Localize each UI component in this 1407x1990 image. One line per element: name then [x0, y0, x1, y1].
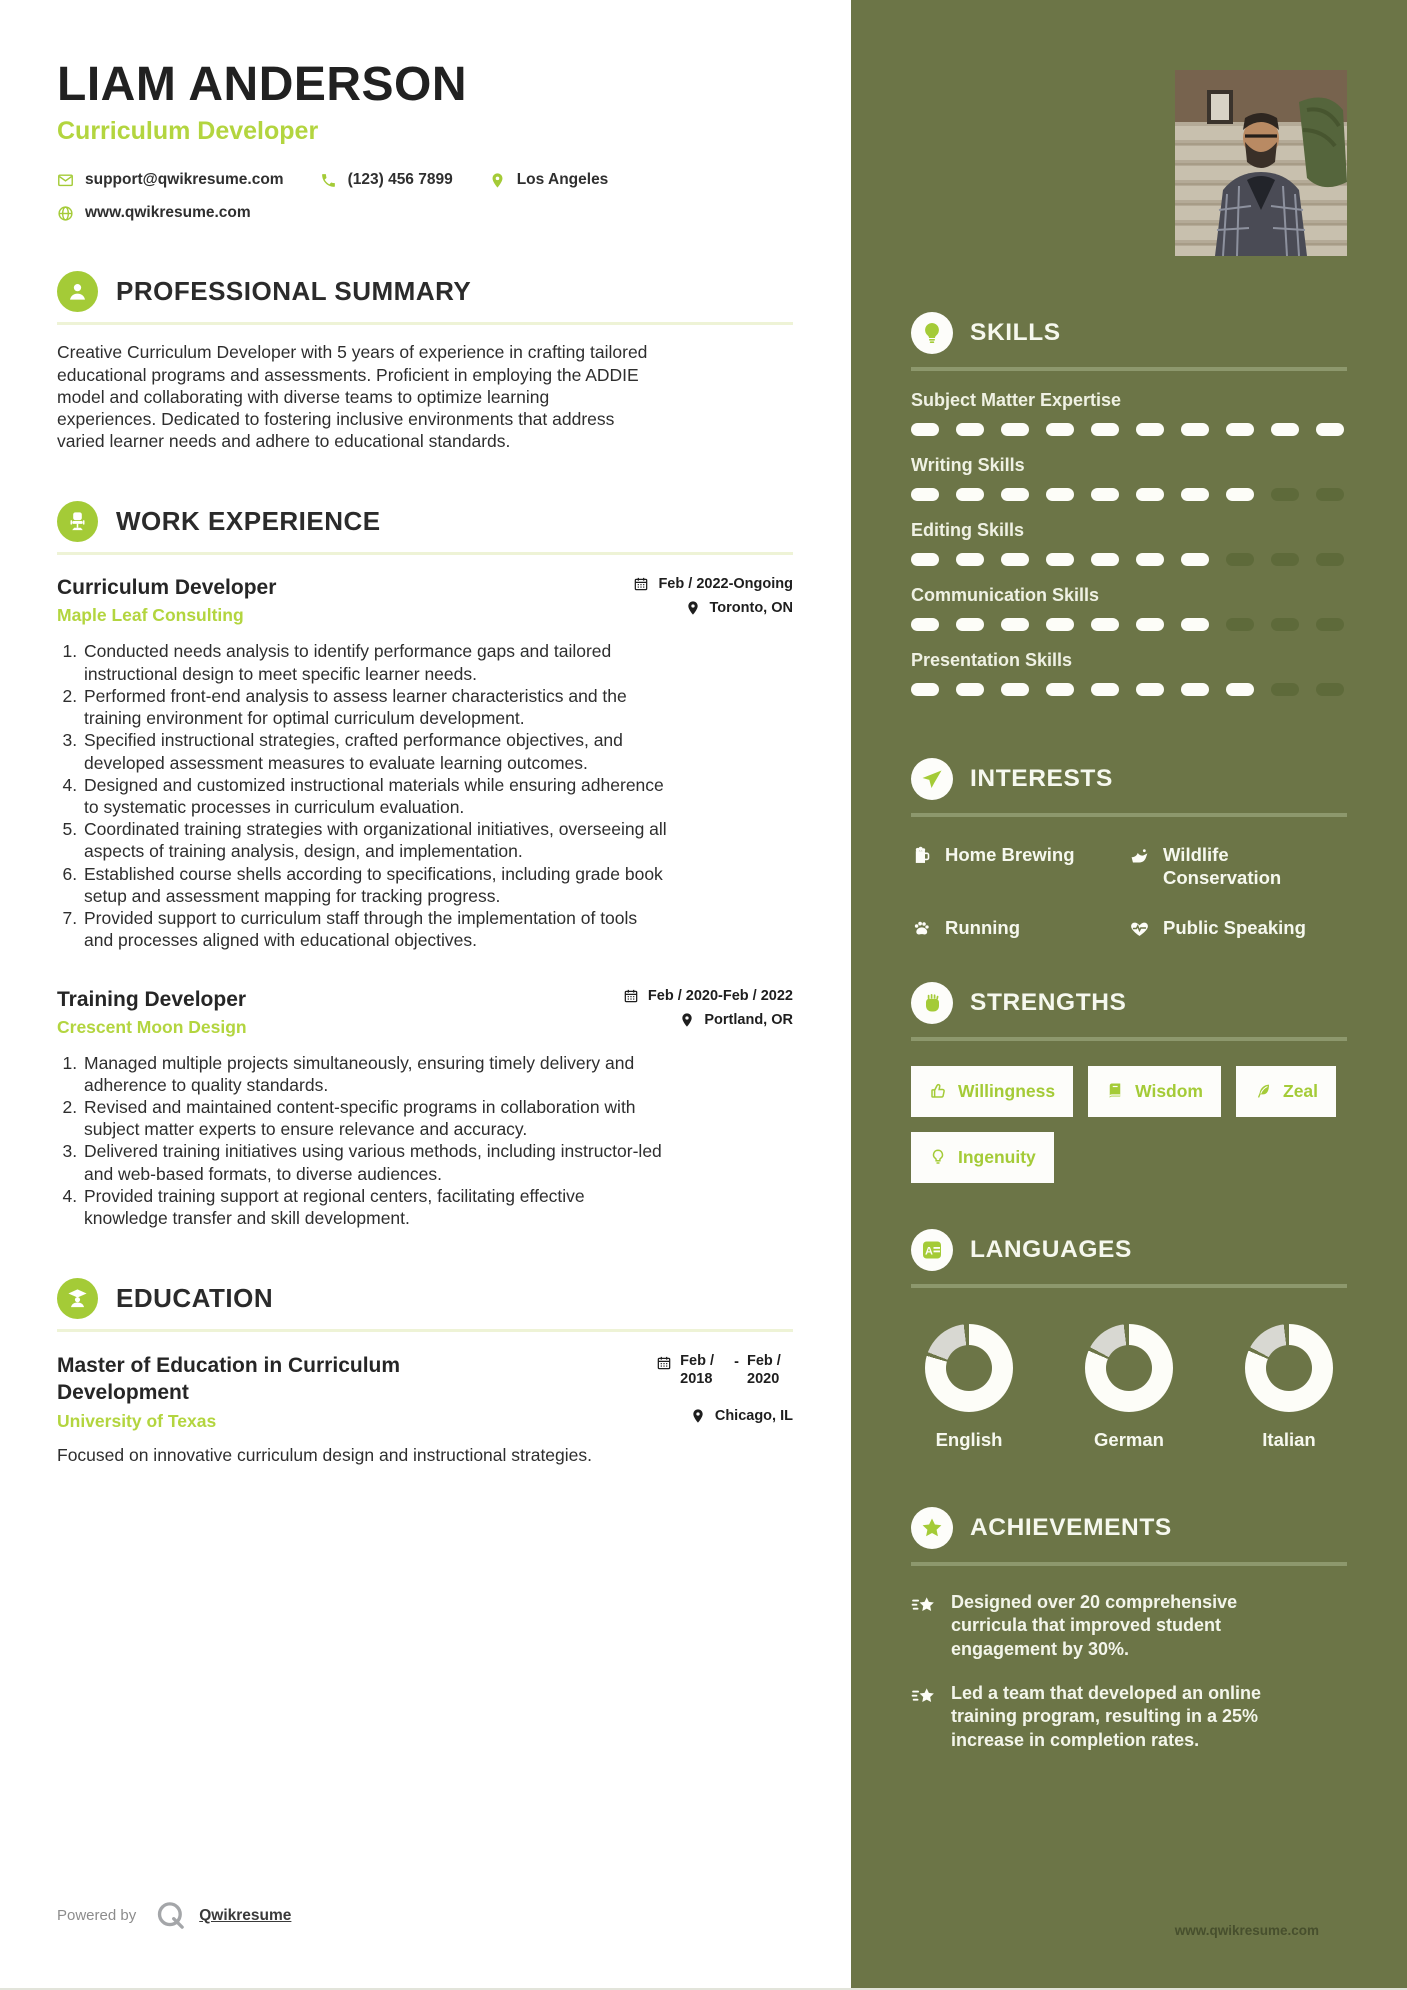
person-name: LIAM ANDERSON	[57, 58, 468, 111]
envelope-icon	[57, 172, 74, 189]
skill-label: Writing Skills	[911, 455, 1025, 475]
skill-segment	[911, 423, 939, 436]
phone-icon	[320, 172, 337, 189]
section-languages	[911, 1229, 1347, 1451]
job-meta	[603, 988, 793, 1036]
strengths-title: STRENGTHS	[970, 988, 1127, 1016]
education-top	[57, 1353, 793, 1432]
skill-bar	[911, 423, 1347, 436]
fist-badge	[911, 982, 953, 1024]
section-education	[57, 1278, 793, 1466]
profile-photo-art	[1175, 70, 1347, 256]
strength-chip	[1236, 1066, 1336, 1117]
shooting-star-icon	[911, 1593, 937, 1619]
map-pin-icon	[690, 1408, 706, 1424]
paper-plane-icon	[920, 767, 944, 791]
skill-segment	[1046, 618, 1074, 631]
map-pin-icon	[679, 1012, 695, 1028]
achievements-list	[911, 1591, 1347, 1752]
section-summary	[57, 271, 793, 452]
skill-segment	[1316, 553, 1344, 566]
summary-header	[57, 271, 793, 312]
calendar-icon	[633, 576, 649, 592]
skill-segment	[1091, 553, 1119, 566]
language-label: German	[1094, 1428, 1164, 1450]
contact-phone	[320, 171, 453, 189]
interest-label: Public Speaking	[1163, 916, 1306, 938]
skill-segment	[956, 488, 984, 501]
skill-segment	[1001, 683, 1029, 696]
contact-website	[57, 204, 251, 222]
skill-segment	[1091, 423, 1119, 436]
powered-by-label: Powered by	[57, 1907, 137, 1924]
language-item	[1233, 1324, 1345, 1451]
skill-segment	[956, 683, 984, 696]
svg-text:A: A	[925, 1245, 933, 1258]
skill-bar	[911, 488, 1347, 501]
skill-segment	[1316, 618, 1344, 631]
experience-title: WORK EXPERIENCE	[116, 506, 381, 537]
job-dates-value: Feb / 2022-Ongoing	[658, 576, 793, 593]
skill-segment	[956, 553, 984, 566]
email-value: support@qwikresume.com	[85, 171, 284, 189]
divider	[911, 1284, 1347, 1288]
skill-segment	[1001, 618, 1029, 631]
job-dates-value: Feb / 2020-Feb / 2022	[647, 987, 793, 1004]
section-interests	[911, 758, 1347, 940]
job-company: Crescent Moon Design	[57, 1016, 247, 1037]
achievement-text: Designed over 20 comprehensive curricula that improved student engagement by 30%.	[951, 1591, 1238, 1659]
beer-icon	[911, 845, 932, 866]
skill-segment	[956, 423, 984, 436]
summary-text: Creative Curriculum Developer with 5 years of experience in crafting tailored educational programs and assessments. Proficient in employing the ADDIE model and collaborating with diverse teams to optimize learning experiences. Dedicated to fostering inclusive environments that address varied learner needs and adhere to educational standards.	[57, 342, 648, 452]
interest-item	[911, 844, 1129, 890]
skill-segment	[1136, 488, 1164, 501]
skill-segment	[1226, 553, 1254, 566]
divider	[911, 1037, 1347, 1041]
job-title: Curriculum Developer	[57, 576, 277, 600]
job-location-value: Portland, OR	[704, 1011, 793, 1028]
wildlife-icon	[1129, 845, 1150, 866]
job-company: Maple Leaf Consulting	[57, 605, 244, 626]
divider	[911, 367, 1347, 371]
interests-list	[911, 844, 1347, 940]
experience-bullet: 5. Coordinated training strategies with organizational initiatives, overseeing all aspects of training analysis, design, and implementation.	[82, 818, 669, 862]
job-location	[603, 1012, 793, 1028]
divider	[57, 1329, 793, 1332]
interest-item	[1129, 844, 1347, 890]
experience-bullet: 6. Established course shells according to specifications, including grade book setup and assessment mapping for tracking progress.	[82, 863, 669, 907]
skill-segment	[1181, 488, 1209, 501]
interest-label: Running	[945, 916, 1021, 938]
lightbulb-badge	[911, 312, 953, 354]
experience-bullet: 2. Performed front-end analysis to assess learner characteristics and the training environment for optimal curriculum development.	[82, 685, 669, 729]
strength-label: Willingness	[958, 1080, 1056, 1101]
skill-row	[911, 585, 1347, 631]
language-label: English	[935, 1428, 1003, 1450]
experience-bullet: 1. Conducted needs analysis to identify performance gaps and tailored instructional design to meet specific learner needs.	[82, 640, 669, 684]
experience-bullet: 3. Delivered training initiatives using various methods, including instructor-led and web-based formats, to diverse audiences.	[82, 1140, 669, 1184]
skill-segment	[1046, 683, 1074, 696]
school-name: University of Texas	[57, 1410, 217, 1431]
strength-chip	[911, 1066, 1073, 1117]
language-donut	[1245, 1324, 1333, 1412]
grad-icon	[66, 1287, 89, 1310]
skill-segment	[1271, 683, 1299, 696]
person-icon	[57, 271, 98, 312]
skill-segment	[1271, 488, 1299, 501]
job-meta	[603, 576, 793, 624]
skill-label: Presentation Skills	[911, 650, 1073, 670]
date-dash: -	[734, 1354, 739, 1371]
degree-title: Master of Education in Curriculum Development	[57, 1354, 401, 1404]
achievement-text: Led a team that developed an online training program, resulting in a 25% increase in completion rates.	[951, 1682, 1262, 1750]
education-entry	[57, 1353, 793, 1466]
sidebar-website: www.qwikresume.com	[1174, 1923, 1319, 1938]
skill-segment	[1181, 683, 1209, 696]
skill-segment	[1001, 553, 1029, 566]
education-date-end: Feb / 2020	[747, 1353, 781, 1387]
translate-icon	[920, 1238, 944, 1262]
skill-label: Communication Skills	[911, 585, 1100, 605]
interest-label: Home Brewing	[945, 844, 1075, 865]
experience-bullet: 3. Specified instructional strategies, crafted performance objectives, and developed assessment measures to evaluate learning outcomes.	[82, 729, 669, 773]
translate-badge	[911, 1229, 953, 1271]
interest-item	[1129, 917, 1347, 940]
interest-item	[911, 917, 1129, 940]
strength-chip	[1088, 1066, 1221, 1117]
education-header	[57, 1278, 793, 1319]
skill-label: Editing Skills	[911, 520, 1025, 540]
skill-label: Subject Matter Expertise	[911, 390, 1122, 410]
skill-segment	[1046, 488, 1074, 501]
calendar-icon	[656, 1355, 672, 1371]
education-meta	[603, 1353, 793, 1432]
section-experience	[57, 501, 793, 1229]
skill-segment	[1226, 488, 1254, 501]
section-strengths	[911, 982, 1347, 1183]
skill-segment	[911, 488, 939, 501]
feather-icon	[1254, 1082, 1272, 1100]
education-dates	[603, 1353, 793, 1388]
thumbs-up-icon	[929, 1082, 947, 1100]
job-title-block	[57, 576, 276, 626]
skill-segment	[1001, 423, 1029, 436]
languages-title: LANGUAGES	[970, 1235, 1132, 1263]
experience-bullet: 4. Designed and customized instructional materials while ensuring adherence to systematic processes in curriculum evaluation.	[82, 774, 669, 818]
job-title: Training Developer	[57, 987, 247, 1011]
skill-segment	[1271, 618, 1299, 631]
experience-bullet: 7. Provided support to curriculum staff through the implementation of tools and processes aligned with educational objectives.	[82, 907, 669, 951]
job-dates	[603, 576, 793, 592]
fist-icon	[920, 991, 944, 1015]
experience-bullet: 1. Managed multiple projects simultaneously, ensuring timely delivery and adherence to quality standards.	[82, 1052, 669, 1096]
languages-list	[911, 1324, 1347, 1451]
website-value: www.qwikresume.com	[85, 204, 251, 222]
phone-value: (123) 456 7899	[347, 171, 453, 189]
job-location	[603, 600, 793, 616]
strengths-header	[911, 982, 1347, 1024]
contact-email	[57, 171, 284, 189]
skill-row	[911, 455, 1347, 501]
lightbulb-icon	[920, 321, 944, 345]
pin-icon	[489, 172, 506, 189]
achievements-header	[911, 1507, 1347, 1549]
office-chair-icon	[57, 501, 98, 542]
skills-header	[911, 312, 1347, 354]
qwikresume-link[interactable]: Qwikresume	[199, 1906, 292, 1924]
strength-label: Ingenuity	[958, 1146, 1036, 1167]
achievement-item	[911, 1682, 1347, 1752]
skill-segment	[1181, 423, 1209, 436]
skill-segment	[911, 618, 939, 631]
map-pin-icon	[685, 600, 701, 616]
skill-segment	[911, 683, 939, 696]
skill-row	[911, 390, 1347, 436]
job-top	[57, 576, 793, 626]
interest-label: Wildlife Conservation	[1163, 844, 1282, 888]
profile-photo	[1175, 70, 1347, 256]
section-skills	[911, 312, 1347, 696]
strengths-list	[911, 1066, 1347, 1183]
skill-segment	[1091, 618, 1119, 631]
job-dates	[603, 988, 793, 1004]
skill-bar	[911, 618, 1347, 631]
job-location-value: Toronto, ON	[709, 600, 793, 617]
skill-row	[911, 650, 1347, 696]
language-item	[913, 1324, 1025, 1451]
skill-segment	[1316, 423, 1344, 436]
skill-segment	[1046, 423, 1074, 436]
skill-segment	[1316, 488, 1344, 501]
interests-title: INTERESTS	[970, 765, 1113, 792]
job-entry	[57, 988, 793, 1230]
language-item	[1073, 1324, 1185, 1451]
skill-segment	[1316, 683, 1344, 696]
skill-segment	[1001, 488, 1029, 501]
person-title: Curriculum Developer	[57, 117, 319, 146]
lightbulb-icon	[929, 1148, 947, 1166]
calendar-icon	[623, 988, 639, 1004]
divider	[57, 322, 793, 325]
experience-bullet: 2. Revised and maintained content-specific programs in collaboration with subject matter experts to ensure relevance and accuracy.	[82, 1096, 669, 1140]
skill-bar	[911, 553, 1347, 566]
sidebar	[851, 0, 1407, 1988]
chair-icon	[66, 510, 89, 533]
skill-row	[911, 520, 1347, 566]
skill-segment	[1181, 618, 1209, 631]
contact-location	[489, 171, 609, 189]
language-label: Italian	[1262, 1428, 1316, 1450]
location-value: Los Angeles	[516, 171, 609, 189]
skill-segment	[956, 618, 984, 631]
skill-segment	[1136, 423, 1164, 436]
book-icon	[1106, 1082, 1124, 1100]
education-location-value: Chicago, IL	[714, 1408, 793, 1425]
education-description: Focused on innovative curriculum design and instructional strategies.	[57, 1445, 593, 1466]
skill-segment	[1091, 488, 1119, 501]
language-donut	[1085, 1324, 1173, 1412]
skills-list	[911, 390, 1347, 696]
user-icon	[66, 280, 89, 303]
strength-label: Wisdom	[1135, 1080, 1203, 1101]
shooting-star-icon	[911, 1684, 937, 1710]
skill-segment	[911, 553, 939, 566]
summary-title: PROFESSIONAL SUMMARY	[116, 276, 472, 307]
graduate-icon	[57, 1278, 98, 1319]
job-top	[57, 988, 793, 1038]
experience-bullet: 4. Provided training support at regional centers, facilitating effective knowledge transfer and skill development.	[82, 1185, 669, 1229]
language-donut	[925, 1324, 1013, 1412]
skill-segment	[1271, 553, 1299, 566]
job-bullets	[57, 1052, 669, 1230]
paw-icon	[911, 918, 932, 939]
contact-row	[57, 171, 793, 189]
experience-header	[57, 501, 793, 542]
strength-chip	[911, 1132, 1054, 1183]
powered-by	[57, 1900, 291, 1931]
skill-segment	[1136, 683, 1164, 696]
education-title: EDUCATION	[116, 1283, 274, 1314]
job-entry	[57, 576, 793, 951]
section-achievements	[911, 1507, 1347, 1752]
skill-bar	[911, 683, 1347, 696]
education-date-start: Feb / 2018	[680, 1353, 714, 1387]
divider	[57, 552, 793, 555]
header	[57, 60, 793, 222]
job-bullets	[57, 640, 669, 951]
skill-segment	[1271, 423, 1299, 436]
job-title-block	[57, 988, 247, 1038]
languages-header	[911, 1229, 1347, 1271]
qwikresume-logo-icon	[155, 1900, 186, 1931]
divider	[911, 1562, 1347, 1566]
skill-segment	[1136, 618, 1164, 631]
divider	[911, 813, 1347, 817]
paper-plane-badge	[911, 758, 953, 800]
skill-segment	[1181, 553, 1209, 566]
star-badge	[911, 1507, 953, 1549]
globe-icon	[57, 205, 74, 222]
star-icon	[920, 1516, 944, 1540]
strength-label: Zeal	[1283, 1080, 1319, 1101]
achievement-item	[911, 1591, 1347, 1661]
skill-segment	[1226, 618, 1254, 631]
interests-header	[911, 758, 1347, 800]
skill-segment	[1226, 683, 1254, 696]
skill-segment	[1136, 553, 1164, 566]
skill-segment	[1046, 553, 1074, 566]
degree-block	[57, 1353, 487, 1432]
skill-segment	[1091, 683, 1119, 696]
achievements-title: ACHIEVEMENTS	[970, 1513, 1172, 1541]
contact-row-2	[57, 204, 793, 222]
education-location	[603, 1408, 793, 1424]
skill-segment	[1226, 423, 1254, 436]
skills-title: SKILLS	[970, 319, 1061, 346]
heartbeat-icon	[1129, 918, 1150, 939]
